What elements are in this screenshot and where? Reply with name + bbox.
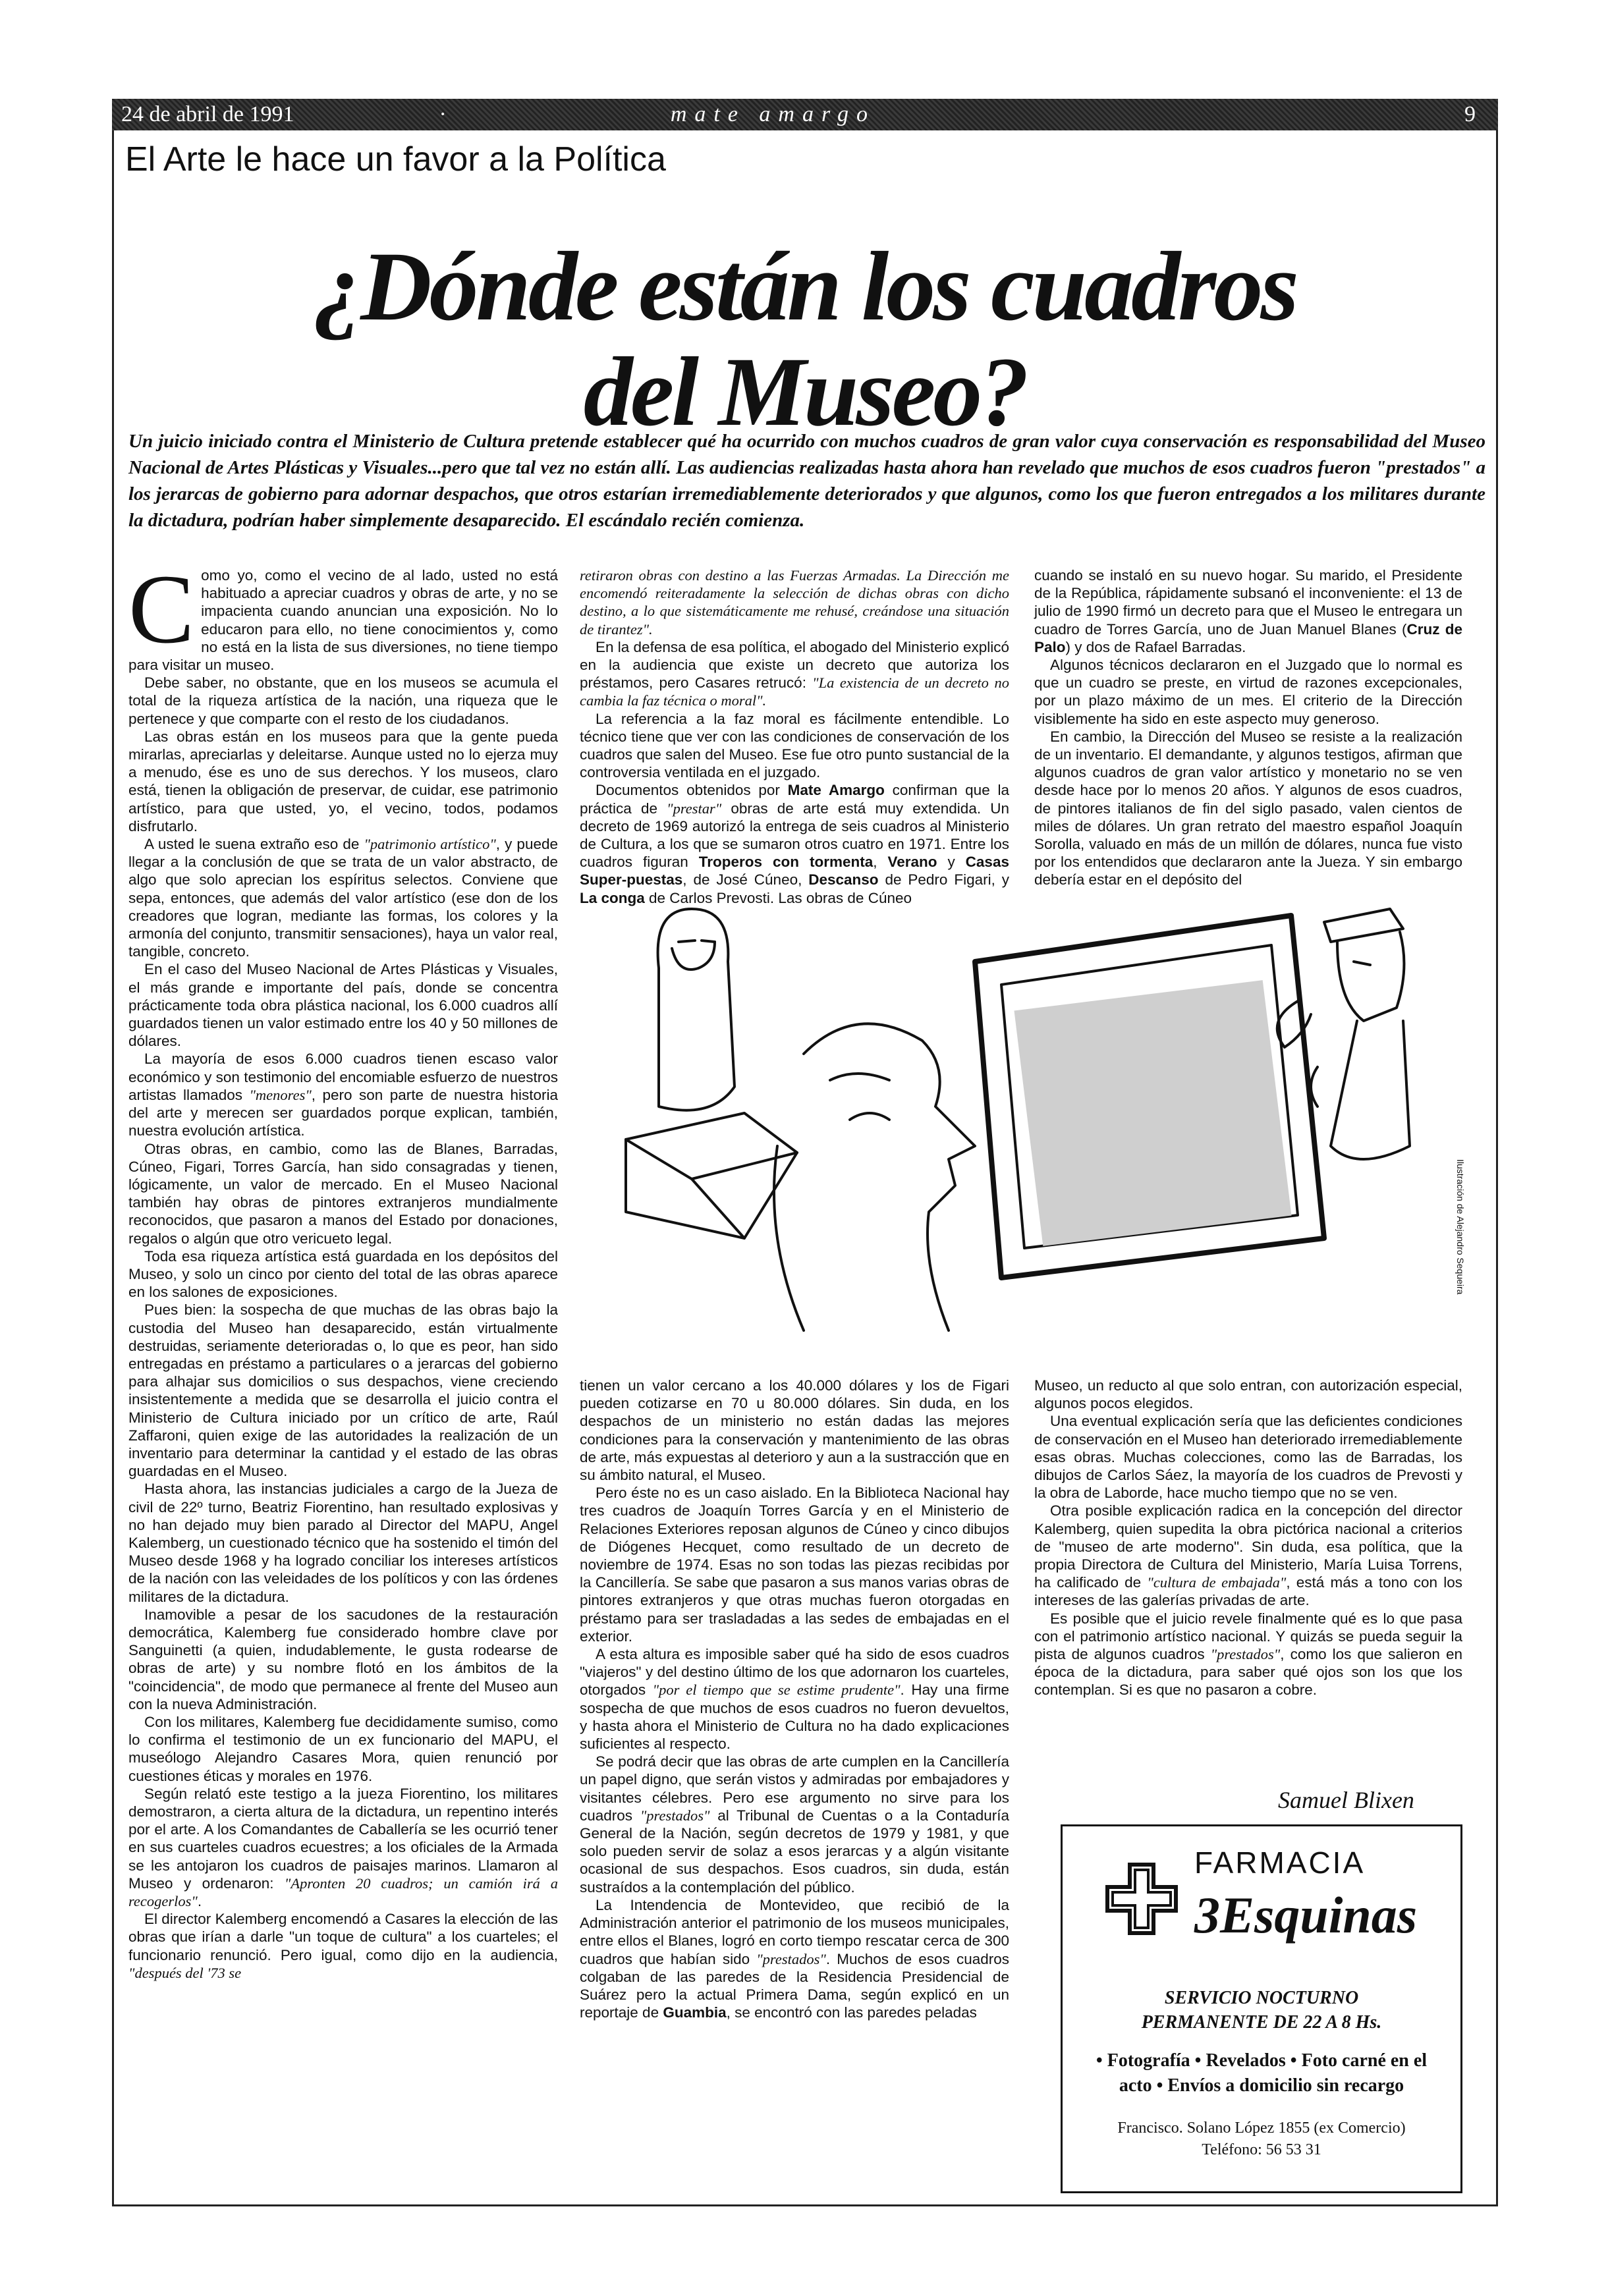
publication-name: mate amargo <box>670 102 875 126</box>
headline-line-1: ¿Dónde están los cuadros <box>314 232 1296 341</box>
paragraph: El director Kalemberg encomendó a Casares la elección de las obras que irían a darle "un toque de cultura" a los cuarteles; el funcionario renunció. Pero igual, como dijo en la audiencia, "después del '73 se <box>128 1911 558 1981</box>
paragraph: En la defensa de esa política, el abogado del Ministerio explicó en la audiencia que existe un decreto que autoriza los préstamos, pero Casares retrucó: "La existencia de un decreto no cambia la faz técnica o moral". <box>580 638 1009 709</box>
author-signature: Samuel Blixen <box>1278 1787 1414 1813</box>
paragraph: Pero éste no es un caso aislado. En la Biblioteca Nacional hay tres cuadros de Joaquín Torres García y en el Ministerio de Relaciones Exteriores reposan algunos de Cúneo y cinco dibujos de Diógenes Hecquet, como resultado de un decreto de noviembre de 1974. Esas no son todas las piezas recibidas por la Cancillería. Se sabe que pasaron a sus manos varias obras de pintores extranjeros y que otras muchas fueron otorgadas en préstamo para ser trasladadas a las sedes de embajadas en el exterior. <box>580 1485 1009 1645</box>
paragraph: A usted le suena extraño eso de "patrimonio artístico", y puede llegar a la conclusión de que se trata de un valor abstracto, de algo que solo aprecian los espíritus selectos. Conviene que sepa, entonces, que además del valor artístico (ese don de los creadores que logran, mediante las formas, los colores y la armonía del conjunto, transmitir sensaciones), haya un valor real, tangible, concreto. <box>128 836 558 960</box>
ad-brand-logo: 3Esquinas <box>1194 1886 1418 1944</box>
ad-service-line-1: SERVICIO NOCTURNO <box>1164 1988 1359 2008</box>
paragraph: Otra posible explicación radica en la concepción del director Kalemberg, quien supedita la obra pictórica nacional a criterios de "museo de arte moderno". Sin duda, esa política, que la propia Directora de Cultura del Ministerio, María Luisa Torrens, ha calificado de "cultura de embajada", está más a tono con los intereses de las galerías privadas de arte. <box>1034 1502 1463 1609</box>
article-column-2-bottom <box>580 1377 1009 2193</box>
illustration-credit: Ilustración de Alejandro Sequeira <box>1455 1159 1466 1295</box>
paragraph: Debe saber, no obstante, que en los museos se acumula el total de la riqueza artística de la nación, una riqueza que le pertenece y que comparte con el resto de los ciudadanos. <box>128 674 558 727</box>
pharmacy-advertisement <box>1061 1824 1462 2193</box>
article-column-3-bottom <box>1034 1377 1462 1785</box>
illustration <box>580 869 1443 1370</box>
paragraph: Una eventual explicación sería que las deficientes condiciones de conservación en el Museo han deteriorado irremediablemente esas obras. Muchas colecciones, como las de Barradas, los dibujos de Carlos Sáez, la mayoría de los cuadros de Prevosti y la obra de Laborde, hace mucho tiempo que no se ven. <box>1034 1413 1462 1502</box>
pharmacy-cross-icon <box>1102 1859 1181 1938</box>
paragraph: A esta altura es imposible saber qué ha sido de esos cuadros "viajeros" y del destino último de los que adornaron los cuarteles, otorgados "por el tiempo que se estime prudente". Hay una firme sospecha de que muchos de esos cuadros no fueron devueltos, y hasta ahora el Ministerio de Cultura no ha dado explicaciones suficientes al respecto. <box>580 1646 1009 1753</box>
paragraph: La Intendencia de Montevideo, que recibió de la Administración anterior el patrimonio de los museos municipales, entre ellos el Blanes, logró en corto tiempo rescatar cerca de 300 cuadros que habían sido "prestados". Muchos de esos cuadros colgaban de las paredes de la Residencia Presidencial de Suárez pero la actual Primera Dama, según explicó en un reportaje de Guambia, se encontró con las paredes peladas <box>580 1896 1009 2021</box>
paragraph: Hasta ahora, las instancias judiciales a cargo de la Jueza de civil de 22º turno, Beatriz Fiorentino, han resultado explosivas y no han dejado muy bien parado al Director del MAPU, Angel Kalemberg, un cuestionado técnico que ha sostenido el timón del Museo desde 1968 y ha logrado conciliar los intereses artísticos de la nación con las veleidades de los políticos y con las órdenes militares de la dictadura. <box>128 1481 558 1605</box>
paragraph: En el caso del Museo Nacional de Artes Plásticas y Visuales, el más grande e importante del país, donde se concentra prácticamente toda obra plástica nacional, los 6.000 cuadros allí guardados tienen un valor estimado entre los 40 y 50 millones de dólares. <box>128 961 558 1050</box>
paragraph: Es posible que el juicio revele finalmente qué es lo que pasa con el patrimonio artístico nacional. Y quizás se pueda seguir la pista de algunos cuadros "prestados", como los que salieron en época de la dictadura, para saber qué ojos son los que los contemplan. Si es que no pasaron a cobre. <box>1034 1610 1462 1699</box>
page-header-bar <box>112 99 1498 130</box>
paragraph: Pues bien: la sospecha de que muchas de las obras bajo la custodia del Museo han desaparecido, están virtualmente destruidas, seriamente deterioradas o, lo que es peor, han sido entregadas en préstamo a particulares o a jerarcas del gobierno para alhajar sus domicilios o sus despachos, viene creciendo insistentemente a medida que se desarrolla el juicio contra el Ministerio de Cultura iniciado por un crítico de arte, Raúl Zaffaroni, quien exige de las autoridades la realización de un inventario para determinar la cantidad y el estado de las obras guardadas en el Museo. <box>128 1301 558 1480</box>
paragraph: tienen un valor cercano a los 40.000 dólares y los de Figari pueden cotizarse en 70 u 80.000 dólares. Sin duda, en los despachos de un ministerio no están dadas las mejores condiciones para la conservación y mantenimiento de las obras de arte, más expuestas al deterioro y aun a la sustracción que en su ámbito natural, el Museo. <box>580 1377 1009 1484</box>
ad-phone: Teléfono: 56 53 31 <box>1202 2141 1321 2158</box>
paragraph: cuando se instaló en su nuevo hogar. Su marido, el Presidente de la República, rápidamente subsanó el inconveniente: el 13 de julio de 1990 firmó un decreto para que el Museo le entregara un cuadro de Torres García, uno de Juan Manuel Blanes (Cruz de Palo) y dos de Rafael Barradas. <box>1034 567 1462 655</box>
section-title: El Arte le hace un favor a la Política <box>125 140 666 178</box>
page-number: 9 <box>1464 102 1476 126</box>
paragraph: En cambio, la Dirección del Museo se resiste a la realización de un inventario. El demandante, y algunos testigos, afirman que algunos cuadros de gran valor artístico y monetario no se ven desde hace por lo menos 20 años. Y algunos de esos cuadros, de pintores italianos de fin del siglo pasado, valen cientos de miles de dólares. Un gran retrato del maestro español Joaquín Sorolla, valuado en más de un millón de dólares, nunca fue visto por los entendidos que declararon ante la Jueza. Y sin embargo debería estar en el depósito del <box>1034 728 1462 888</box>
paragraph: Según relató este testigo a la jueza Fiorentino, los militares demostraron, a cierta altura de la dictadura, un repentino interés por el arte. A los Comandantes de Caballería se les ocurrió tener en sus cuarteles cuadros ecuestres; a los oficiales de la Armada se les antojaron los cuadros de paisajes marinos. Llamaron al Museo y ordenaron: "Apronten 20 cuadros; un camión irá a recogerlos". <box>128 1785 558 1910</box>
paragraph: Toda esa riqueza artística está guardada en los depósitos del Museo, y solo un cinco por ciento del total de las obras aparece en los salones de exposiciones. <box>128 1247 558 1301</box>
article-column-3-top <box>1034 566 1462 888</box>
ad-service-line-2: PERMANENTE DE 22 A 8 Hs. <box>1141 2012 1382 2033</box>
header-separator: · <box>439 102 447 126</box>
ad-services-line-2: acto • Envíos a domicilio sin recargo <box>1119 2075 1404 2096</box>
ad-address: Francisco. Solano López 1855 (ex Comercio) <box>1117 2119 1406 2137</box>
paragraph: Documentos obtenidos por Mate Amargo confirman que la práctica de "prestar" obras de arte está muy extendida. Un decreto de 1969 autorizó la entrega de seis cuadros al Ministerio de Cultura, a los que se sumaron otros cuatro en 1971. Entre los cuadros figuran Troperos con tormenta, Verano y Casas Super-puestas, de José Cúneo, Descanso de Pedro Figari, y La conga de Carlos Prevosti. Las obras de Cúneo <box>580 782 1010 906</box>
lead-paragraph: Un juicio iniciado contra el Ministerio de Cultura pretende establecer qué ha ocurrido con muchos cuadros de gran valor cuya conservación es responsabilidad del Museo Nacional de Artes Plásticas y Visuales...pero que tal vez no están allí. Las audiencias realizadas hasta ahora han revelado que muchos de esos cuadros fueron "prestados" a los jerarcas de gobierno para adornar despachos, que otros estarían irremediablemente deteriorados y que algunos, como los que fueron entregados a los militares durante la dictadura, podrían haber simplemente desaparecido. El escándalo recién comienza. <box>128 431 1485 531</box>
issue-date: 24 de abril de 1991 <box>121 102 294 126</box>
paragraph: Museo, un reducto al que solo entran, con autorización especial, algunos pocos elegidos. <box>1034 1377 1462 1412</box>
paragraph: Algunos técnicos declararon en el Juzgado que lo normal es que un cuadro se preste, en virtud de razones excepcionales, por un plazo máximo de un mes. El criterio de la Dirección visiblemente ha sido en este aspecto muy generoso. <box>1034 657 1462 727</box>
paragraph: Se podrá decir que las obras de arte cumplen en la Cancillería un papel digno, que serán vistos y admiradas por embajadores y visitantes célebres. Pero ese argumento no sirve para los cuadros "prestados" al Tribunal de Cuentas o a la Contaduría General de la Nación, según decretos de 1979 y 1981, y que solo pueden servir de solaz a esos jerarcas y a algún visitante ocasional de sus despachos. Esos cuadros, sin duda, están sustraídos a la contemplación del público. <box>580 1753 1009 1896</box>
ad-services-line-1: • Fotografía • Revelados • Foto carné en el <box>1096 2050 1428 2071</box>
drop-cap: C <box>128 555 195 664</box>
article-column-1 <box>128 555 558 2187</box>
paragraph: La mayoría de esos 6.000 cuadros tienen escaso valor económico y son testimonio del encomiable esfuerzo de nuestros artistas llamados "menores", pero son parte de nuestra historia del arte y merecen ser guardados porque explican, también, nuestra evolución artística. <box>128 1051 558 1139</box>
paragraph: Inamovible a pesar de los sacudones de la restauración democrática, Kalemberg fue considerado hombre clave por Sanguinetti (a quien, indudablemente, le gusta rodearse de obras de arte) y su nombre flotó en los ámbitos de la "coincidencia", de modo que permanece al frente del Museo aun con la nueva Administración. <box>128 1606 558 1712</box>
paragraph: Con los militares, Kalemberg fue decididamente sumiso, como lo confirma el testimonio de un ex funcionario del MAPU, el museólogo Alejandro Casares Mora, quien renunció por cuestiones éticas y morales en 1976. <box>128 1714 558 1784</box>
ad-farmacia-word: FARMACIA <box>1194 1845 1366 1880</box>
paragraph: Como yo, como el vecino de al lado, usted no está habituado a apreciar cuadros y obras de arte, y no se impacienta cuando anuncian una exposición. No lo educaron para ello, no tiene conocimientos y, como no está en la lista de sus diversiones, no tiene tiempo para visitar un museo. <box>128 555 558 674</box>
headline <box>112 234 1498 445</box>
paragraph: Las obras están en los museos para que la gente pueda mirarlas, apreciarlas y deleitarse. Aunque usted no lo ejerza muy a menudo, ése es uno de sus derechos. Y los museos, claro está, tienen la obligación de preservar, de cuidar, ese patrimonio artístico, para que usted, yo, el vecino, todos, podamos disfrutarlo. <box>128 728 558 834</box>
paragraph: Otras obras, en cambio, como las de Blanes, Barradas, Cúneo, Figari, Torres García, han sido consagradas y tienen, lógicamente, un valor de mercado. En el Museo Nacional también hay obras de pintores extranjeros mundialmente reconocidos, que pasaron a manos del Estado por donaciones, regalos o algún que otro vericueto legal. <box>128 1140 558 1247</box>
paragraph: La referencia a la faz moral es fácilmente entendible. Lo técnico tiene que ver con las condiciones de conservación de los cuadros que salen del Museo. Ese fue otro punto sustancial de la controversia ventilada en el juzgado. <box>580 710 1009 781</box>
headline-line-2: del Museo? <box>583 337 1027 447</box>
paragraph: retiraron obras con destino a las Fuerzas Armadas. La Dirección me encomendó reiteradamente la selección de dichas obras con dicho destino, a lo que sistemáticamente me rehusé, creándose una situación de tirantez". <box>580 567 1009 638</box>
article-column-2-top <box>580 566 1010 906</box>
